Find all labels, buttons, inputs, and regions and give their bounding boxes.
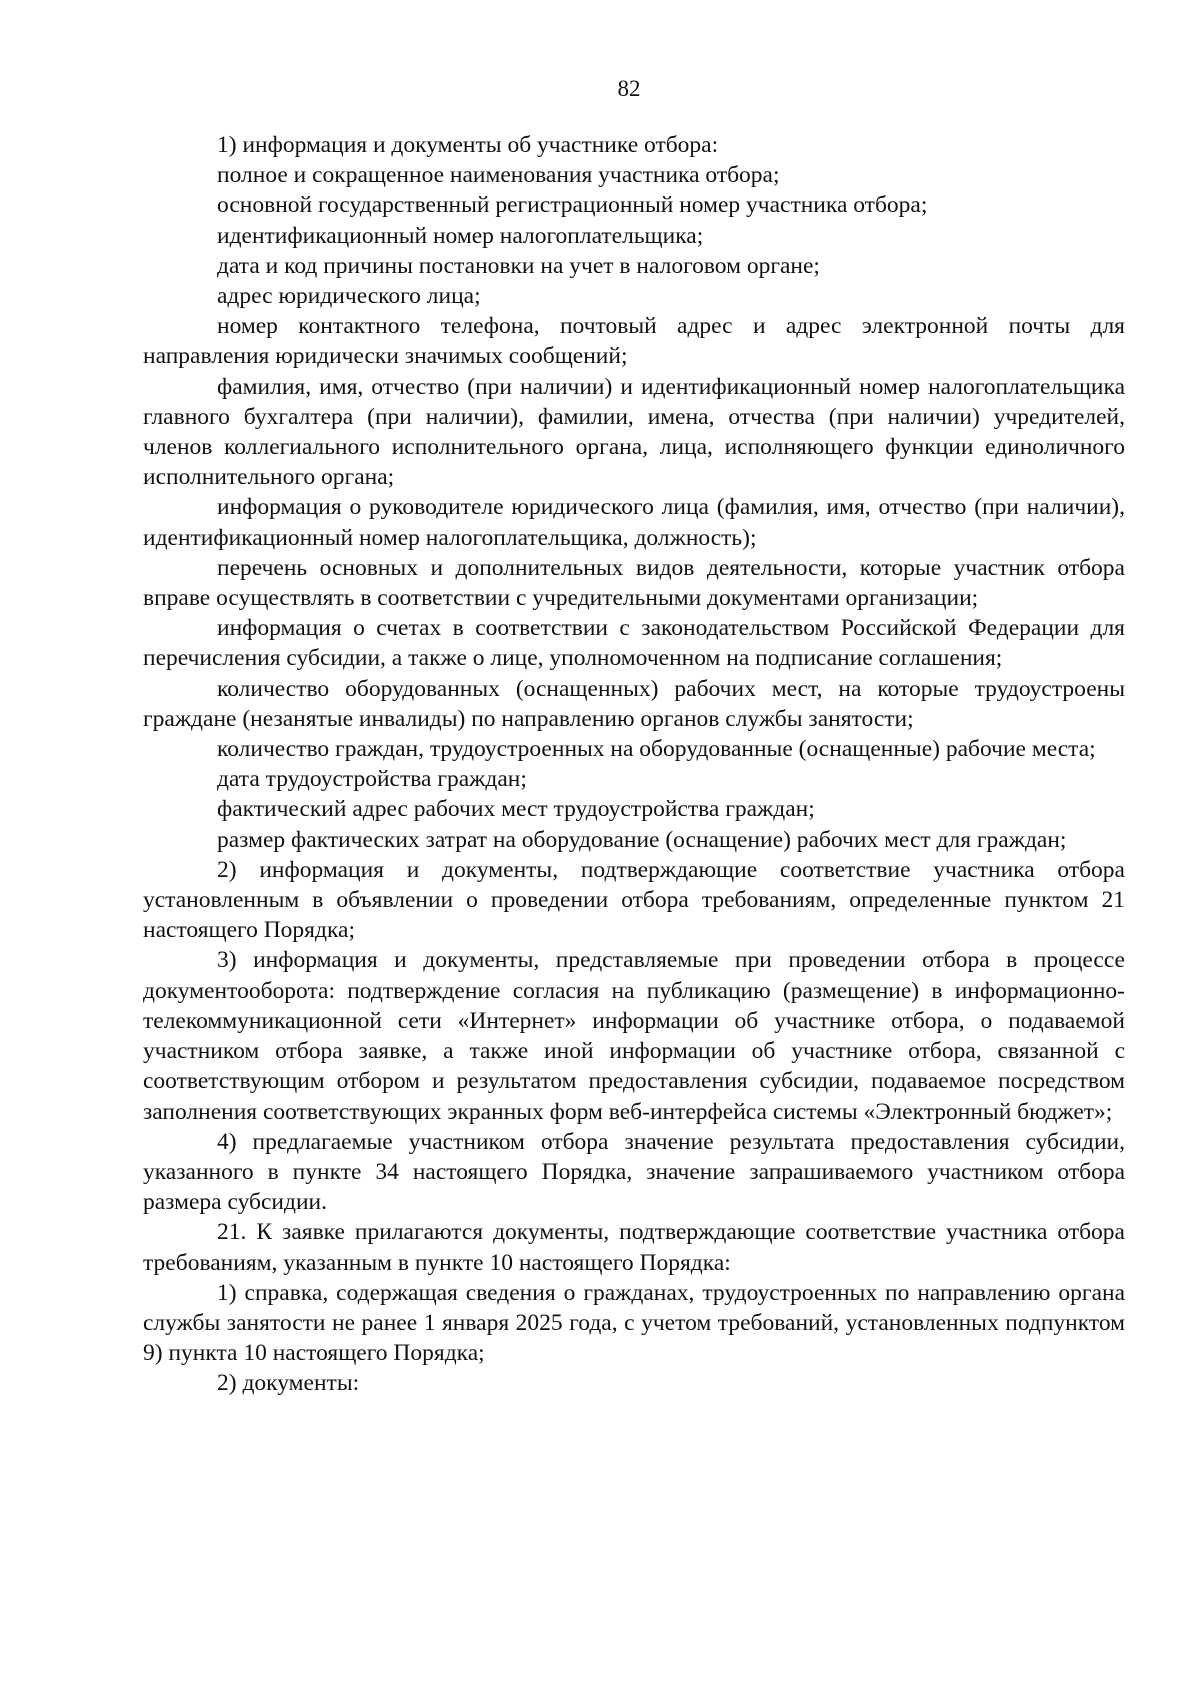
paragraph: 4) предлагаемые участником отбора значение результата предоставления субсидии, указанного в пункте 34 настоящего Порядка, значение запрашиваемого участником отбора размера субсидии. xyxy=(143,1128,1125,1216)
paragraph: информация о руководителе юридического лица (фамилия, имя, отчество (при наличии), идентификационный номер налогоплательщика, должность); xyxy=(143,494,1125,551)
paragraph: дата и код причины постановки на учет в налоговом органе; xyxy=(217,252,820,279)
paragraph: информация о счетах в соответствии с законодательством Российской Федерации для перечисления субсидии, а также о лице, уполномоченном на подписание соглашения; xyxy=(143,615,1125,672)
paragraph: количество оборудованных (оснащенных) рабочих мест, на которые трудоустроены граждане (незанятые инвалиды) по направлению органов службы занятости; xyxy=(143,675,1125,732)
paragraph: полное и сокращенное наименования участника отбора; xyxy=(217,162,780,189)
paragraph: 2) документы: xyxy=(217,1370,360,1397)
paragraph: фамилия, имя, отчество (при наличии) и идентификационный номер налогоплательщика главного бухгалтера (при наличии), фамилии, имена, отчества (при наличии) учредителей, членов коллегиального исполнительного органа, лица, исполняющего функции единоличного исполнительного органа; xyxy=(143,373,1125,491)
paragraph: 3) информация и документы, представляемые при проведении отбора в процессе документооборота: подтверждение согласия на публикацию (размещение) в информационно-телекоммуникационной сети «Интернет» информации об участнике отбора, о подаваемой участником отбора заявке, а также иной информации об участнике отбора, связанной с соответствующим отбором и результатом предоставления субсидии, подаваемое посредством заполнения соответствующих экранных форм веб-интерфейса системы «Электронный бюджет»; xyxy=(143,947,1125,1125)
paragraph: 1) справка, содержащая сведения о гражданах, трудоустроенных по направлению органа службы занятости не ранее 1 января 2025 года, с учетом требований, установленных подпунктом 9) пункта 10 настоящего Порядка; xyxy=(143,1279,1125,1367)
page-number: 82 xyxy=(617,76,641,101)
paragraph: перечень основных и дополнительных видов деятельности, которые участник отбора вправе осуществлять в соответствии с учредительными документами организации; xyxy=(143,554,1125,612)
paragraph: 21. К заявке прилагаются документы, подтверждающие соответствие участника отбора требованиям, указанным в пункте 10 настоящего Порядка: xyxy=(143,1219,1125,1276)
paragraph: фактический адрес рабочих мест трудоустройства граждан; xyxy=(217,796,815,823)
paragraph: 1) информация и документы об участнике отбора: xyxy=(217,132,719,158)
paragraph: идентификационный номер налогоплательщика; xyxy=(217,222,704,249)
paragraph: 2) информация и документы, подтверждающие соответствие участника отбора установленным в объявлении о проведении отбора требованиям, определенные пунктом 21 настоящего Порядка; xyxy=(143,856,1125,944)
paragraph: основной государственный регистрационный номер участника отбора; xyxy=(217,192,928,219)
paragraph: адрес юридического лица; xyxy=(217,283,481,310)
document-body xyxy=(143,130,1125,1399)
paragraph: размер фактических затрат на оборудование (оснащение) рабочих мест для граждан; xyxy=(217,826,1067,853)
paragraph: дата трудоустройства граждан; xyxy=(217,766,527,793)
paragraph: номер контактного телефона, почтовый адрес и адрес электронной почты для направления юридически значимых сообщений; xyxy=(143,313,1125,370)
paragraph: количество граждан, трудоустроенных на оборудованные (оснащенные) рабочие места; xyxy=(217,736,1096,763)
